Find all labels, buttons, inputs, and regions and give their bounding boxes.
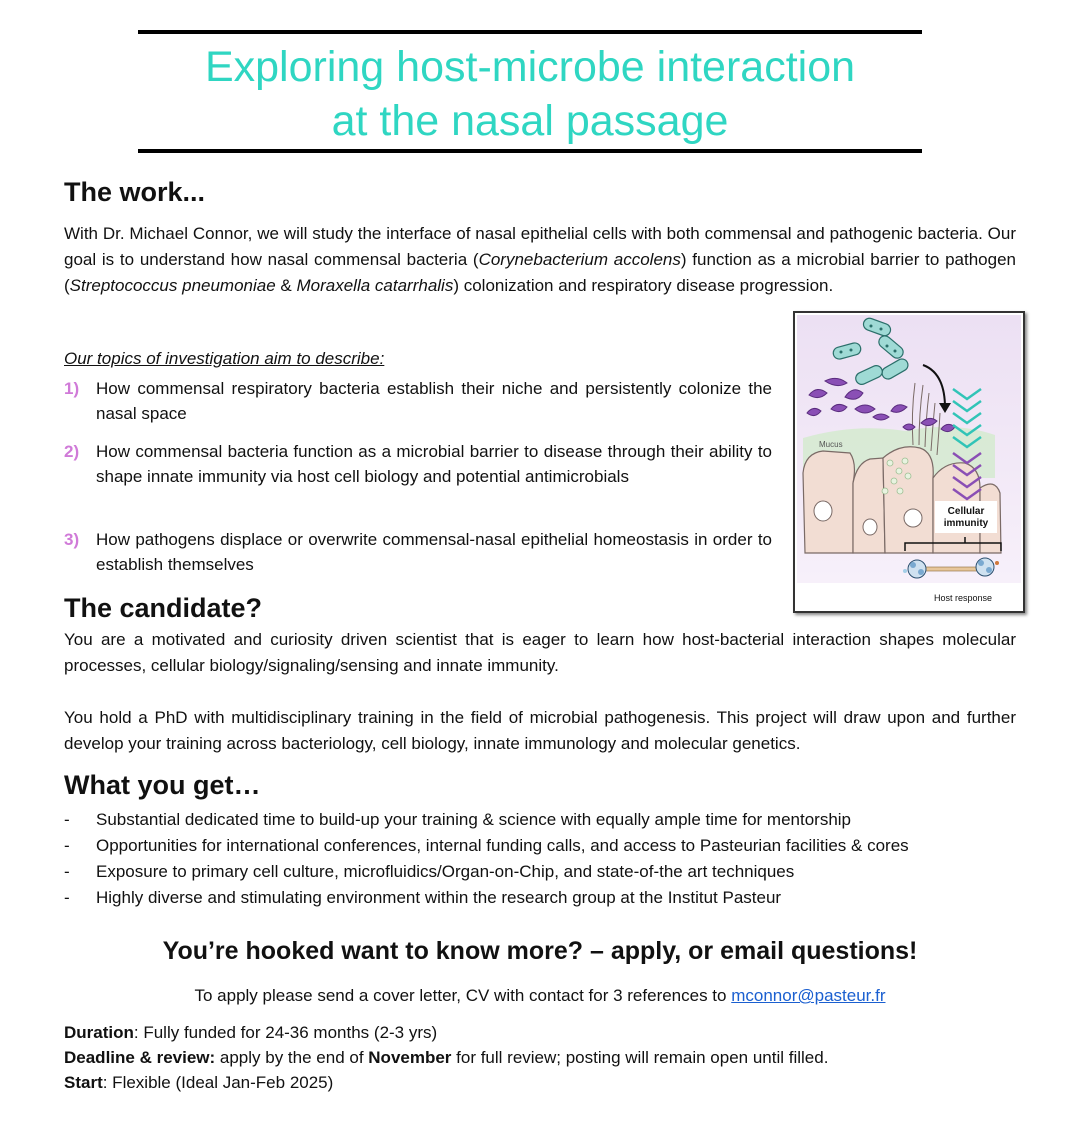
- list-item: - Exposure to primary cell culture, microfluidics/Organ-on-Chip, and state-of-the art techniques: [64, 862, 795, 881]
- what-you-get-heading: What you get…: [64, 770, 261, 800]
- start-line: Start: Flexible (Ideal Jan-Feb 2025): [64, 1073, 334, 1092]
- candidate-heading: The candidate?: [64, 593, 263, 623]
- list-item: - Opportunities for international conferences, internal funding calls, and access to Pasteurian facilities & cores: [64, 836, 909, 855]
- mucus-label: Mucus: [819, 440, 843, 449]
- duration-line: Duration: Fully funded for 24-36 months (2-3 yrs): [64, 1023, 438, 1042]
- page-title: [138, 40, 922, 148]
- topic-number: 2): [64, 442, 80, 461]
- topic-item: [64, 376, 772, 426]
- title-line-1: Exploring host-microbe interaction: [204, 43, 856, 91]
- call-to-action: You’re hooked want to know more? – apply, or email questions!: [162, 937, 918, 965]
- title-line-2: at the nasal passage: [331, 97, 729, 145]
- nasal-epithelium-figure: [793, 311, 1025, 613]
- work-heading: The work...: [64, 177, 206, 207]
- topic-number: 1): [64, 379, 80, 398]
- top-rule: [138, 30, 922, 34]
- list-item: - Highly diverse and stimulating environment within the research group at the Institut Pasteur: [64, 888, 782, 907]
- email-link[interactable]: mconnor@pasteur.fr: [731, 986, 886, 1005]
- topic-text: How commensal respiratory bacteria establish their niche and persistently colonize the nasal space: [96, 379, 772, 423]
- bottom-rule: [138, 149, 922, 153]
- cellular-label-2: immunity: [943, 518, 989, 529]
- deadline-line: Deadline & review: apply by the end of November for full review; posting will remain open until filled.: [64, 1048, 829, 1067]
- host-response-label: Host response: [933, 593, 993, 603]
- work-paragraph: With Dr. Michael Connor, we will study the interface of nasal epithelial cells with both commensal and pathogenic bacteria. Our goal is to understand how nasal commensal bacteria (Corynebacterium accolens) function as a microbial barrier to pathogen (Streptococcus pneumoniae & Moraxella catarrhalis) colonization and respiratory disease progression.: [64, 224, 1016, 295]
- topic-item: [64, 439, 772, 489]
- cellular-label-1: Cellular: [947, 506, 985, 517]
- topic-text: How pathogens displace or overwrite commensal-nasal epithelial homeostasis in order to establish themselves: [96, 530, 772, 574]
- topic-number: 3): [64, 530, 80, 549]
- benefits-list: [64, 807, 1054, 911]
- candidate-paragraph-2: You hold a PhD with multidisciplinary training in the field of microbial pathogenesis. This project will draw upon and further develop your training across bacteriology, cell biology, innate immunology and molecular genetics.: [64, 708, 1016, 753]
- list-item: - Substantial dedicated time to build-up your training & science with equally ample time for mentorship: [64, 810, 852, 829]
- figure-illustration: [795, 313, 1023, 611]
- topics-heading: Our topics of investigation aim to describe:: [64, 349, 385, 368]
- topic-text: How commensal bacteria function as a microbial barrier to disease through their ability to shape innate immunity via host cell biology and potential antimicrobials: [96, 442, 772, 486]
- candidate-paragraph-1: You are a motivated and curiosity driven scientist that is eager to learn how host-bacterial interaction shapes molecular processes, cellular biology/signaling/sensing and innate immunity.: [64, 630, 1016, 675]
- topic-item: [64, 527, 772, 577]
- apply-instructions: To apply please send a cover letter, CV with contact for 3 references to mconnor@pasteur.fr: [194, 986, 886, 1005]
